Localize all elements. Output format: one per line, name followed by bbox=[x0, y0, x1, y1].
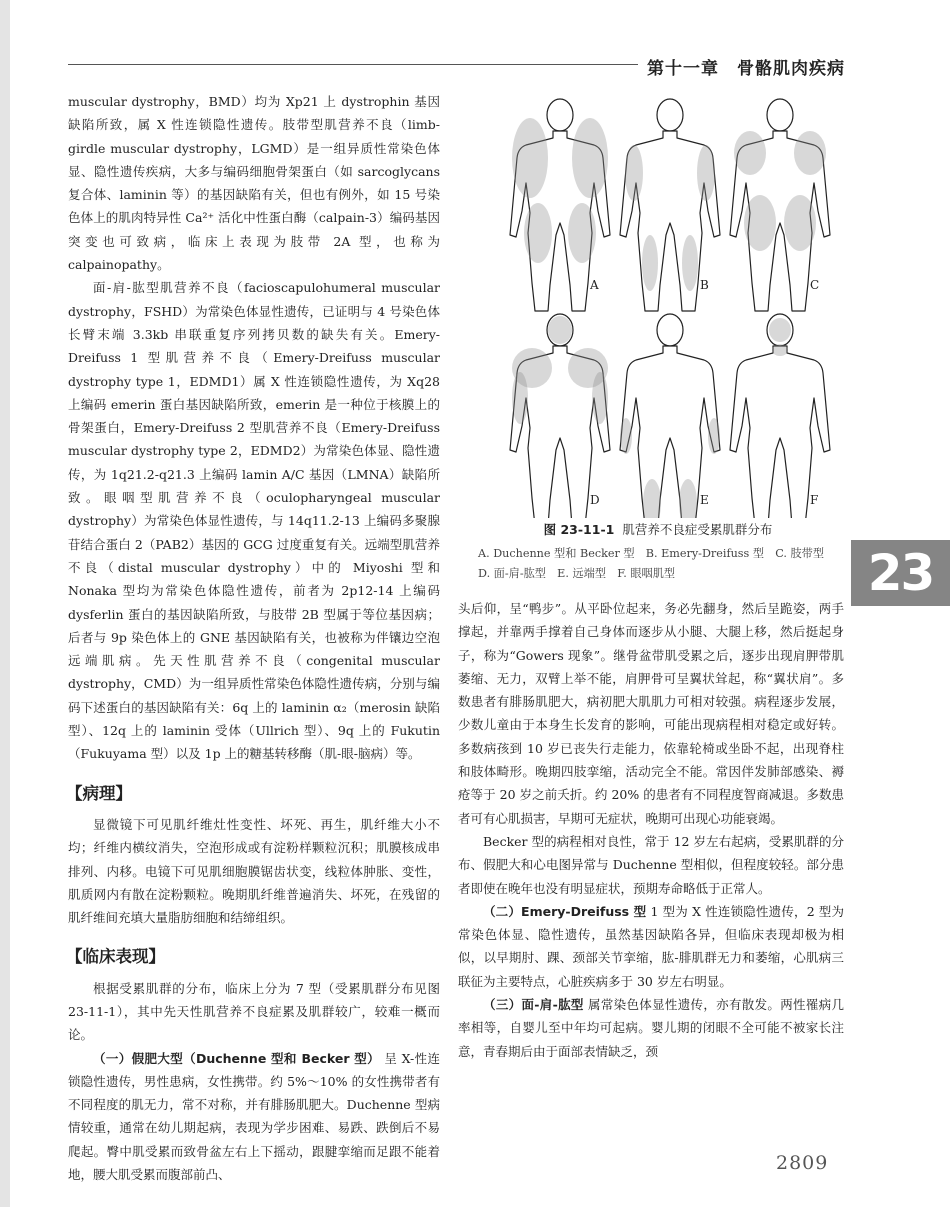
subsection-heading: （一）假肥大型（Duchenne 型和 Becker 型） bbox=[93, 1050, 380, 1066]
figure-panel-label: A bbox=[590, 278, 599, 292]
affected-muscle-shading bbox=[512, 372, 528, 424]
affected-muscle-shading bbox=[772, 344, 788, 356]
paragraph: 根据受累肌群的分布，临床上分为 7 型（受累肌群分布见图 23-11-1），其中先天性肌营养不良症累及肌群较广，较难一概而论。 bbox=[68, 980, 440, 1043]
affected-muscle-shading bbox=[744, 195, 776, 251]
paragraph bbox=[458, 900, 844, 993]
affected-muscle-shading bbox=[548, 316, 572, 344]
affected-muscle-shading bbox=[734, 131, 766, 175]
affected-muscle-shading bbox=[682, 235, 698, 291]
affected-muscle-shading bbox=[642, 235, 658, 291]
affected-muscle-shading bbox=[784, 195, 816, 251]
right-column bbox=[458, 597, 844, 1063]
affected-muscle-shading bbox=[620, 418, 632, 454]
figure-panel-label: D bbox=[590, 493, 600, 507]
affected-muscle-shading bbox=[708, 418, 720, 454]
figure-caption bbox=[478, 520, 838, 584]
header-rule bbox=[68, 64, 638, 65]
affected-muscle-shading bbox=[512, 118, 548, 198]
affected-muscle-shading bbox=[592, 372, 608, 424]
paragraph-body: 1 型为 X 性连锁隐性遗传，2 型为常染色体显、隐性遗传，虽然基因缺陷各异，但临床表现却极为相似，以早期肘、踝、颈部关节挛缩，肱-腓肌群无力和萎缩，心肌病三联征为主要特点，心脏疾病多于 30 岁左右明显。 bbox=[458, 903, 844, 989]
figure-title: 肌营养不良症受累肌群分布 bbox=[622, 522, 773, 537]
paragraph bbox=[458, 993, 844, 1063]
paragraph-body: 属常染色体显性遗传，亦有散发。两性罹病几率相等，自婴儿至中年均可起病。婴儿期的闭眼不全可能不被家长注意，青春期后由于面部表情缺乏，颈 bbox=[458, 997, 844, 1059]
figure-number: 图 23-11-1 bbox=[543, 522, 615, 537]
body-outline bbox=[510, 314, 610, 518]
affected-muscle-shading bbox=[568, 203, 596, 263]
affected-muscle-shading bbox=[572, 118, 608, 198]
affected-muscle-shading bbox=[524, 203, 552, 263]
affected-muscle-shading bbox=[697, 145, 715, 201]
page-edge-shadow bbox=[0, 0, 10, 1207]
body-outline bbox=[620, 314, 720, 518]
paragraph-body: 呈 X-性连锁隐性遗传，男性患病，女性携带。约 5%～10% 的女性携带者有不同程度的肌无力，常不对称，并有腓肠肌肥大。Duchenne 型病情较重，通常在幼儿期起病，表现为学步困难、易跌、跌倒后不易爬起。臀中肌受累而致骨盆左右上下摇动，跟腱挛缩而足跟不能着地，腰大肌受累而腹部前凸、 bbox=[68, 1050, 440, 1183]
subsection-heading: （二）Emery-Dreifuss 型 bbox=[483, 903, 647, 919]
figure-panel-label: F bbox=[810, 493, 819, 507]
affected-muscle-shading bbox=[794, 131, 826, 175]
affected-muscle-shading bbox=[769, 318, 791, 342]
affected-muscle-shading bbox=[625, 145, 643, 201]
figure-panel-label: B bbox=[700, 278, 709, 292]
paragraph: muscular dystrophy，BMD）均为 Xp21 上 dystrophin 基因缺陷所致，属 X 性连锁隐性遗传。肢带型肌营养不良（limb-girdle muscular dystrophy，LGMD）是一组异质性常染色体显、隐性遗传疾病，大多与编码细胞骨架蛋白（如 sarcoglycans 复合体、laminin 等）的基因缺陷有关，但也有例外，如 15 号染色体上的肌肉特异性 Ca²⁺ 活化中性蛋白酶（calpain-3）编码基因突变也可致病，临床上表现为肢带 2A 型，也称为 calpainopathy。 bbox=[68, 94, 440, 273]
running-header: 第十一章 骨骼肌肉疾病 bbox=[647, 59, 845, 79]
body-outline bbox=[730, 314, 830, 518]
muscle-distribution-figure bbox=[500, 88, 840, 518]
paragraph: 显微镜下可见肌纤维灶性变性、坏死、再生，肌纤维大小不均；纤维内横纹消失，空泡形成或有淀粉样颗粒沉积；肌膜核成串排列、内移。电镜下可见肌细胞膜锯齿状变，线粒体肿胀、变性，肌质网内有散在淀粉颗粒。晚期肌纤维普遍消失、坏死，在残留的肌纤维间充填大量脂肪细胞和结缔组织。 bbox=[68, 816, 440, 926]
figure-legend: A. Duchenne 型和 Becker 型 B. Emery-Dreifuss 型 C. 肢带型 D. 面-肩-肱型 E. 远端型 F. 眼咽肌型 bbox=[478, 547, 836, 580]
paragraph: Becker 型的病程相对良性，常于 12 岁左右起病，受累肌群的分布、假肥大和心电图异常与 Duchenne 型相似，但程度较轻。部分患者即使在晚年也没有明显症状，预期寿命略低于正常人。 bbox=[458, 833, 844, 896]
page-number: 2809 bbox=[776, 1152, 829, 1174]
chapter-tab: 23 bbox=[851, 540, 950, 606]
section-heading-clinical: 【临床表现】 bbox=[66, 947, 165, 967]
paragraph: 头后仰，呈“鸭步”。从平卧位起来，务必先翻身，然后呈跪姿，两手撑起，并靠两手撑着自己身体而逐步从小腿、大腿上移，然后挺起身子，称为“Gowers 现象”。继骨盆带肌受累之后，逐步出现肩胛带肌萎缩、无力，双臂上举不能，肩胛骨可呈翼状耸起，称“翼状肩”。多数患者有腓肠肌肥大，病初肥大肌肌力可相对较强。病程逐步发展，少数儿童由于本身生长发育的影响，可能出现病程相对稳定或好转。多数病孩到 10 岁已丧失行走能力，依靠轮椅或坐卧不起，出现脊柱和肢体畸形。晚期四肢挛缩，活动完全不能。常因伴发肺部感染、褥疮等于 20 岁之前夭折。约 20% 的患者有不同程度智商减退。多数患者可有心肌损害，早期可无症状，晚期可出现心功能衰竭。 bbox=[458, 601, 844, 826]
figure-panel-label: C bbox=[810, 278, 820, 292]
section-heading-pathology: 【病理】 bbox=[66, 783, 132, 803]
figure-panel-label: E bbox=[700, 493, 709, 507]
paragraph bbox=[68, 1047, 440, 1187]
figure-caption-title bbox=[478, 520, 838, 538]
subsection-heading: （三）面-肩-肱型 bbox=[483, 997, 584, 1013]
left-column bbox=[68, 90, 440, 1186]
paragraph: 面-肩-肱型肌营养不良（facioscapulohumeral muscular dystrophy，FSHD）为常染色体显性遗传，已证明与 4 号染色体长臂末端 3.3kb 串联重复序列拷贝数的缺失有关。Emery-Dreifuss 1 型肌营养不良（Emery-Dreifuss muscular dystrophy type 1，EDMD1）属 X 性连锁隐性遗传，为 Xq28 上编码 emerin 蛋白基因缺陷所致，emerin 是一种位于核膜上的骨架蛋白，Emery-Dreifuss 2 型肌营养不良（Emery-Dreifuss muscular dystrophy type 2，EDMD2）为常染色体显、隐性遗传，为 1q21.2-q21.3 上编码 lamin A/C 基因（LMNA）缺陷所致。眼咽型肌营养不良（oculopharyngeal muscular dystrophy）为常染色体显性遗传，与 14q11.2-13 上编码多聚腺苷结合蛋白 2（PAB2）基因的 GCG 过度重复有关。远端型肌营养不良（distal muscular dystrophy）中的 Miyoshi 型和 Nonaka 型均为常染色体隐性遗传，前者为 2p12-14 上编码 dysferlin 蛋白的基因缺陷所致，与肢带 2B 型属于等位基因病；后者与 9p 染色体上的 GNE 基因缺陷有关，也被称为伴镶边空泡远端肌病。先天性肌营养不良（congenital muscular dystrophy，CMD）为一组异质性常染色体隐性遗传病，分别与编码下述蛋白的基因缺陷有关：6q 上的 laminin α₂（merosin 缺陷型）、12q 上的 laminin 受体（Ullrich 型）、9q 上的 Fukutin（Fukuyama 型）以及 1p 上的糖基转移酶（肌-眼-脑病）等。 bbox=[68, 280, 440, 762]
